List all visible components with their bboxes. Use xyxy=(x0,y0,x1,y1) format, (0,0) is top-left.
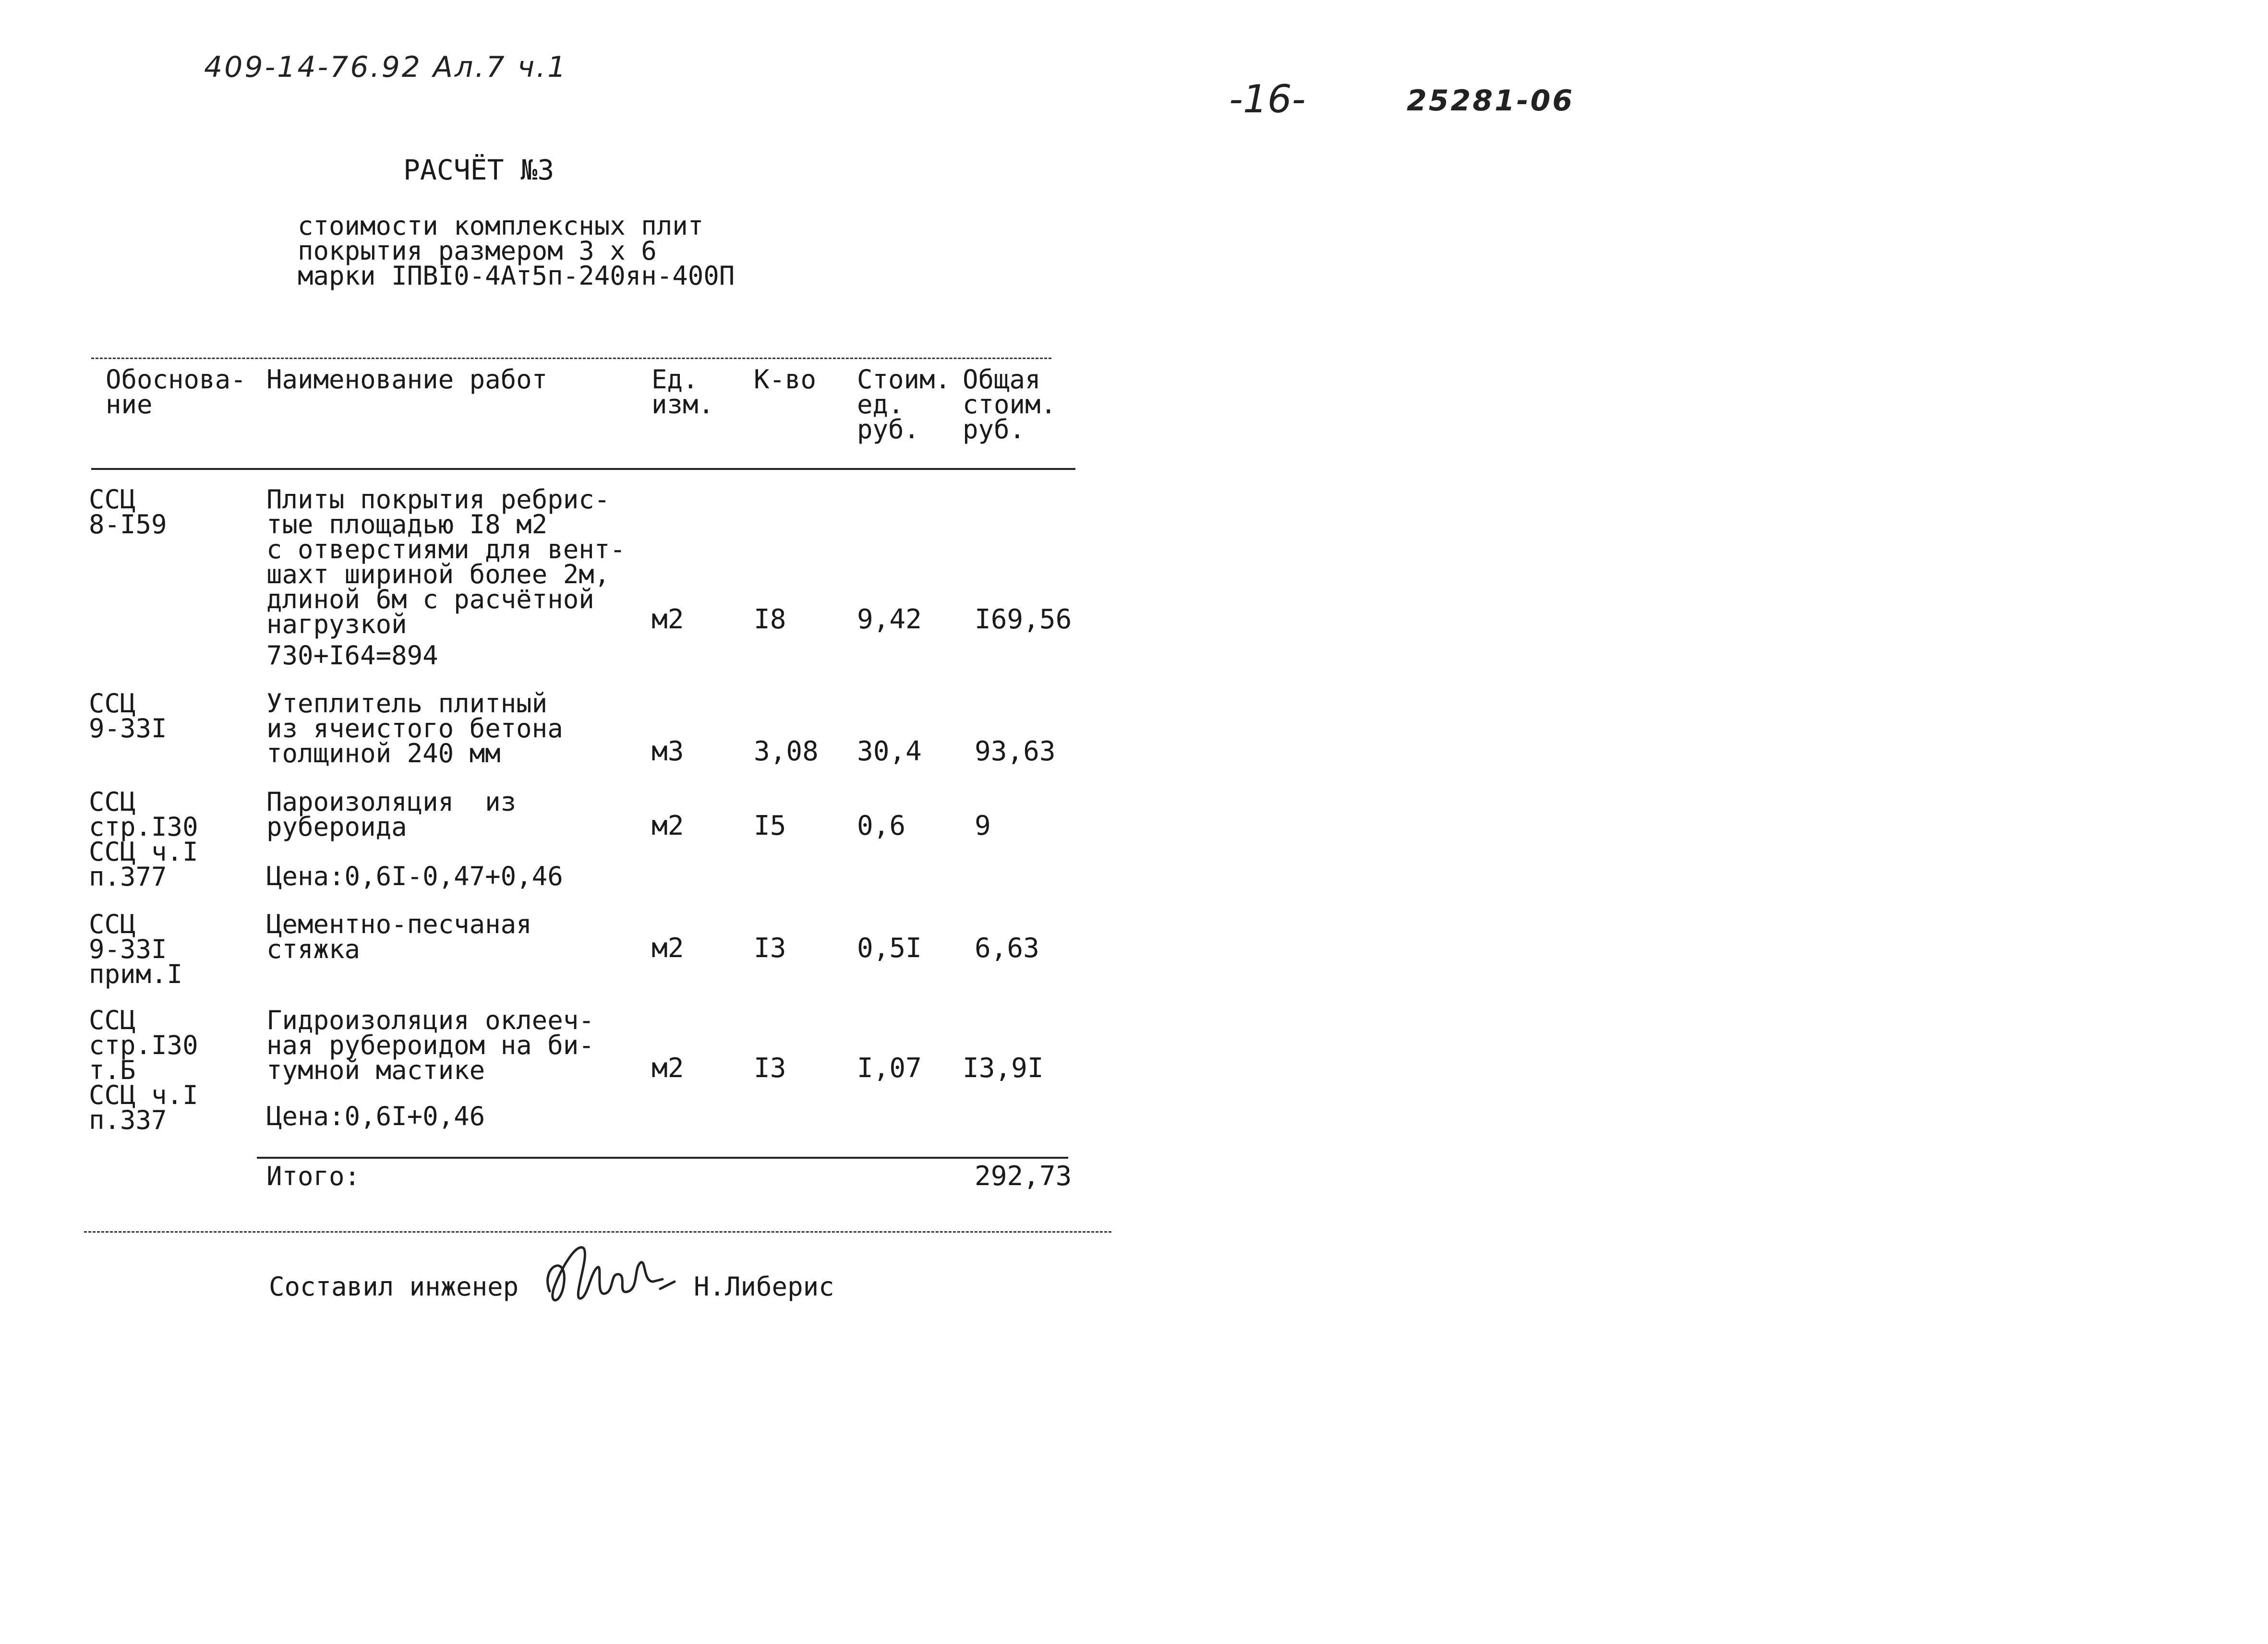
row-1-unit: м2 xyxy=(651,604,684,635)
document-title: РАСЧЁТ №3 xyxy=(403,154,555,186)
row-5-qty: I3 xyxy=(754,1053,786,1084)
row-3-basis: ССЦ стр.I30 ССЦ ч.I п.377 xyxy=(89,787,198,892)
row-4-basis: ССЦ 9-33I прим.I xyxy=(89,909,183,989)
row-5-unit-cost: I,07 xyxy=(857,1053,922,1084)
row-4-total-cost: 6,63 xyxy=(975,933,1039,964)
table-bottom-rule xyxy=(84,1231,1111,1233)
row-5-unit: м2 xyxy=(651,1053,684,1084)
header-basis: Обоснова- ние xyxy=(106,364,246,420)
row-5-basis: ССЦ стр.I30 т.Б ССЦ ч.I п.337 xyxy=(89,1005,198,1135)
row-3-name: Пароизоляция из рубероида xyxy=(266,787,517,842)
page-number: -16- xyxy=(1229,77,1306,121)
total-label: Итого: xyxy=(266,1161,361,1191)
document-number: 25281-06 xyxy=(1407,84,1575,118)
row-1-total-cost: I69,56 xyxy=(975,604,1072,635)
header-name: Наименование работ xyxy=(266,364,548,395)
engineer-name: Н.Либерис xyxy=(694,1272,834,1302)
header-bottom-rule xyxy=(91,468,1075,470)
row-4-qty: I3 xyxy=(754,933,786,964)
header-unit-cost: Стоим. ед. руб. xyxy=(857,364,951,444)
row-2-total-cost: 93,63 xyxy=(975,736,1056,767)
row-3-qty: I5 xyxy=(754,810,786,841)
row-4-unit-cost: 0,5I xyxy=(857,933,922,964)
document-subtitle: стоимости комплексных плит покрытия размером 3 х 6 марки IПВI0-4Ат5п-240ян-400П xyxy=(298,211,735,291)
row-5-note: Цена:0,6I+0,46 xyxy=(266,1101,485,1131)
row-2-unit-cost: 30,4 xyxy=(857,736,922,767)
header-qty: К-во xyxy=(754,364,817,395)
total-rule xyxy=(257,1157,1068,1159)
row-2-basis: ССЦ 9-33I xyxy=(89,688,167,744)
row-1-note: 730+I64=894 xyxy=(266,640,438,671)
row-5-name: Гидроизоляция оклееч- ная рубероидом на би- тумной мастике xyxy=(266,1005,594,1085)
row-1-name: Плиты покрытия ребрис- тые площадью I8 м2 с отверстиями для вент- шахт шириной более 2м, длиной 6м с расчётной нагрузкой xyxy=(266,484,626,639)
total-value: 292,73 xyxy=(975,1161,1072,1192)
row-1-unit-cost: 9,42 xyxy=(857,604,922,635)
row-2-name: Утеплитель плитный из ячеистого бетона толщиной 240 мм xyxy=(266,688,563,768)
header-unit: Ед. изм. xyxy=(651,364,714,420)
row-4-unit: м2 xyxy=(651,933,684,964)
row-1-basis: ССЦ 8-I59 xyxy=(89,484,167,540)
handwritten-signature xyxy=(538,1234,682,1315)
row-3-unit-cost: 0,6 xyxy=(857,810,906,841)
row-5-total-cost: I3,9I xyxy=(963,1053,1044,1084)
archive-code: 409-14-76.92 Ал.7 ч.1 xyxy=(204,50,568,84)
row-1-qty: I8 xyxy=(754,604,786,635)
row-3-note: Цена:0,6I-0,47+0,46 xyxy=(266,861,563,891)
row-3-unit: м2 xyxy=(651,810,684,841)
row-3-total-cost: 9 xyxy=(975,810,991,841)
table-top-rule xyxy=(91,358,1051,359)
row-2-qty: 3,08 xyxy=(754,736,819,767)
row-4-name: Цементно-песчаная стяжка xyxy=(266,909,532,964)
header-total-cost: Общая стоим. руб. xyxy=(963,364,1057,444)
compiled-by-label: Составил инженер xyxy=(269,1272,519,1302)
row-2-unit: м3 xyxy=(651,736,684,767)
